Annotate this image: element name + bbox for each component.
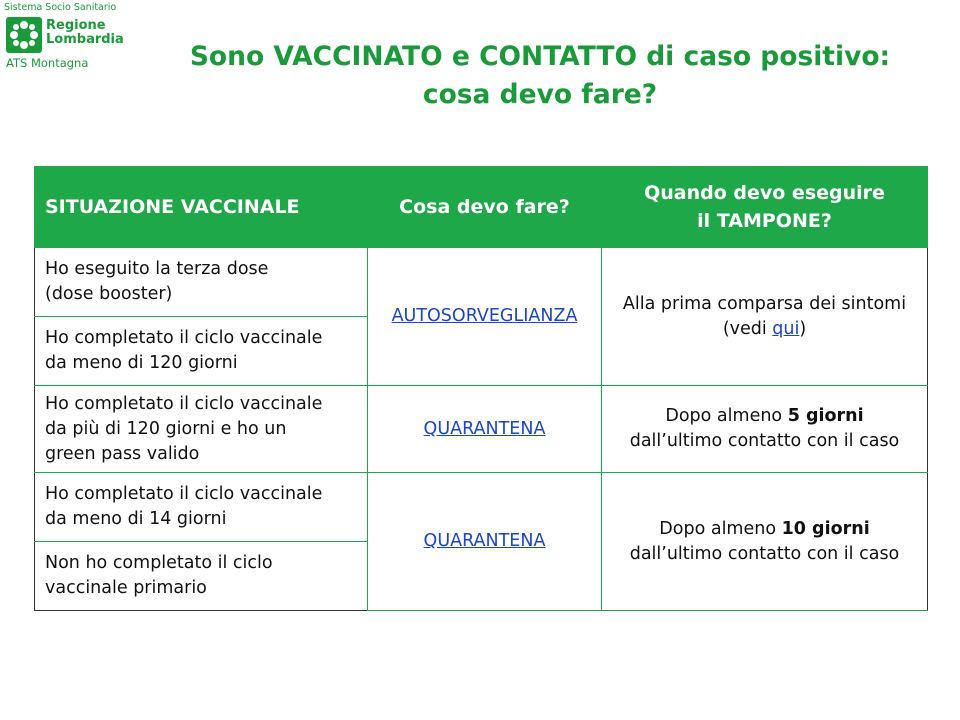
action-cell-quarantena-10 bbox=[368, 473, 602, 611]
table-header-row bbox=[35, 167, 928, 248]
quarantena-link[interactable]: QUARANTENA bbox=[423, 418, 546, 439]
table-row bbox=[35, 473, 928, 542]
quarantena-link[interactable]: QUARANTENA bbox=[423, 531, 546, 551]
action-cell-autosorveglianza bbox=[368, 248, 602, 386]
header-situation: SITUAZIONE VACCINALE bbox=[35, 167, 368, 248]
situation-cell-less-14-days: Ho completato il ciclo vaccinale da meno di 14 giorni bbox=[35, 473, 368, 542]
swab-cell-5-days: Dopo almeno 5 giorni dall’ultimo contatto con il caso bbox=[602, 386, 928, 473]
situation-cell-more-120-days: Ho completato il ciclo vaccinale da più di 120 giorni e ho un green pass valido bbox=[35, 386, 368, 473]
action-cell-quarantena-5 bbox=[368, 386, 602, 473]
table-row bbox=[35, 248, 928, 317]
table-row bbox=[35, 386, 928, 473]
logo-org-name: Sistema Socio Sanitario bbox=[4, 2, 117, 13]
ats-logo bbox=[4, 2, 122, 70]
page-title: Sono VACCINATO e CONTATTO di caso positivo: cosa devo fare? bbox=[189, 41, 891, 110]
symptoms-info-link[interactable]: qui bbox=[772, 318, 800, 339]
header-action: Cosa devo fare? bbox=[368, 167, 602, 248]
situation-cell-less-120-days: Ho completato il ciclo vaccinale da meno di 120 giorni bbox=[35, 317, 368, 386]
logo-ats-name: ATS Montagna bbox=[6, 56, 89, 70]
situation-cell-not-completed: Non ho completato il ciclo vaccinale primario bbox=[35, 542, 368, 611]
autosorveglianza-link[interactable]: AUTOSORVEGLIANZA bbox=[391, 306, 578, 326]
header-swab: Quando devo eseguire il TAMPONE? bbox=[602, 167, 928, 248]
rosa-camuna-icon bbox=[6, 17, 42, 53]
vaccination-contact-table bbox=[34, 166, 928, 611]
swab-cell-symptoms: Alla prima comparsa dei sintomi (vedi qui) bbox=[602, 248, 928, 386]
logo-region-name: Regione Lombardia bbox=[46, 18, 124, 47]
situation-cell-booster: Ho eseguito la terza dose (dose booster) bbox=[35, 248, 368, 317]
swab-cell-10-days: Dopo almeno 10 giorni dall’ultimo contatto con il caso bbox=[602, 473, 928, 611]
